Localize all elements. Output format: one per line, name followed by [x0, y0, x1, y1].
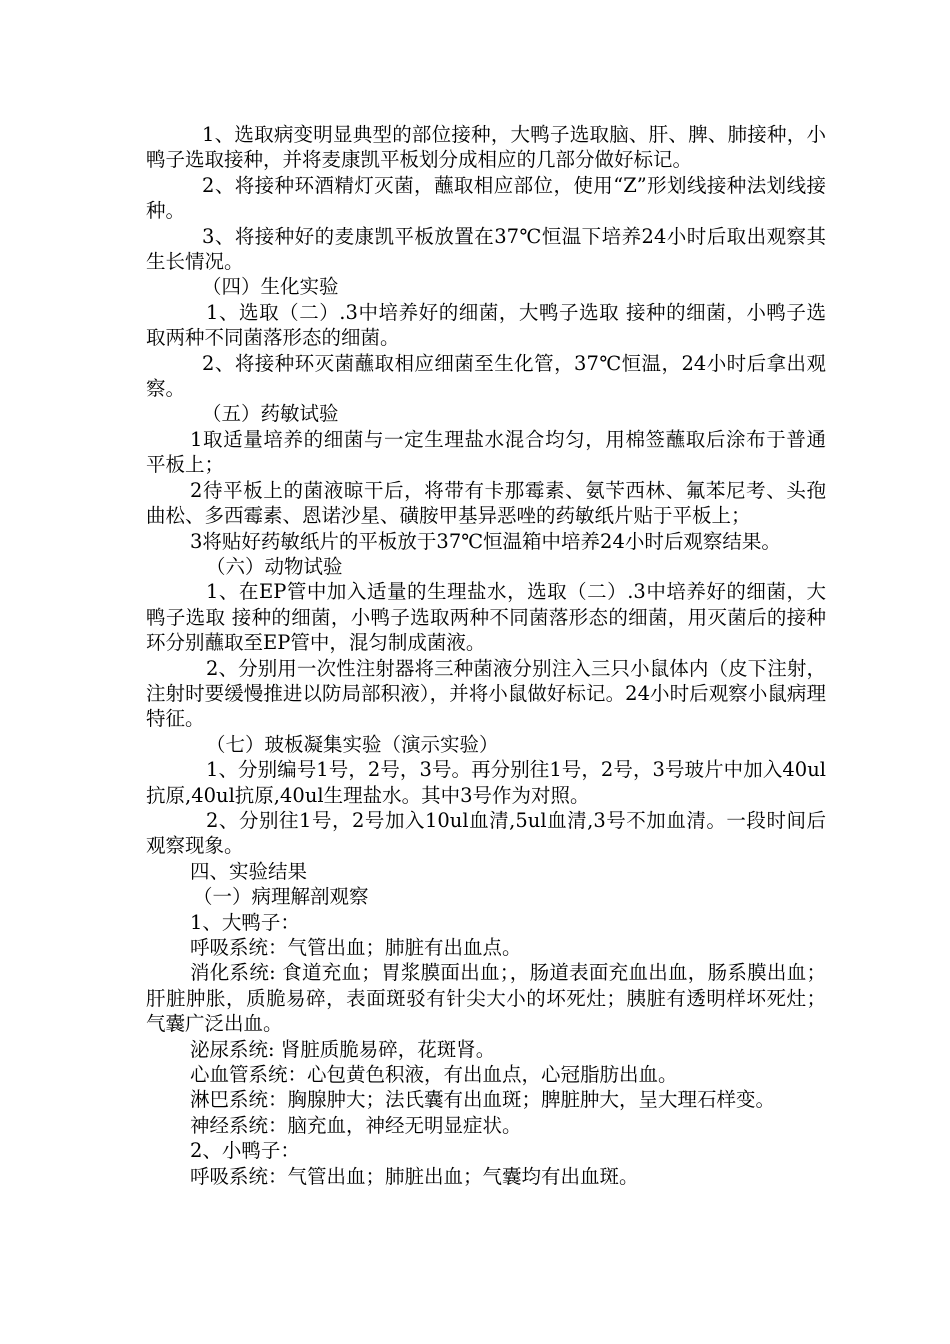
section-heading-slide-agglutination: （七）玻板凝集实验（演示实验） [206, 732, 499, 756]
paragraph-cardiovascular: 心血管系统：心包黄色积液，有出血点，心冠脂肪出血。 [190, 1063, 678, 1087]
subheading-big-duck: 1、大鸭子： [190, 910, 300, 934]
paragraph-drug-step-2: 2待平板上的菌液晾干后，将带有卡那霉素、氨苄西林、氟苯尼考、头孢曲松、多西霉素、恩诺沙星、磺胺甲基异恶唑的药敏纸片贴于平板上； [146, 478, 826, 528]
section-heading-animal-test: （六）动物试验 [206, 554, 343, 578]
section-heading-biochemical: （四）生化实验 [202, 275, 339, 299]
paragraph-step-1-inoculation: 1、选取病变明显典型的部位接种，大鸭子选取脑、肝、脾、肺接种，小鸭子选取接种，并将麦康凯平板划分成相应的几部分做好标记。 [146, 123, 826, 172]
paragraph-biochem-step-2: 2、将接种环灭菌蘸取相应细菌至生化管，37℃恒温，24小时后拿出观察。 [146, 351, 826, 401]
subheading-small-duck: 2、小鸭子： [190, 1139, 300, 1163]
paragraph-slide-step-1: 1、分别编号1号，2号，3号。再分别往1号，2号，3号玻片中加入40ul抗原,40ul抗原,40ul生理盐水。其中3号作为对照。 [146, 758, 826, 807]
paragraph-step-2-streak: 2、将接种环酒精灯灭菌，蘸取相应部位，使用“Z”形划线接种法划线接种。 [146, 173, 826, 223]
paragraph-step-3-incubate: 3、将接种好的麦康凯平板放置在37℃恒温下培养24小时后取出观察其生长情况。 [146, 224, 826, 274]
section-heading-drug-sensitivity: （五）药敏试验 [202, 402, 339, 426]
paragraph-drug-step-3: 3将贴好药敏纸片的平板放于37℃恒温箱中培养24小时后观察结果。 [190, 529, 781, 553]
paragraph-urinary: 泌尿系统: 肾脏质脆易碎，花斑肾。 [190, 1037, 496, 1061]
paragraph-digestive: 消化系统: 食道充血；胃浆膜面出血；，肠道表面充血出血，肠系膜出血；肝脏肿胀，质脆易碎，表面斑驳有针尖大小的坏死灶；胰脏有透明样坏死灶；气囊广泛出血。 [146, 961, 826, 1036]
paragraph-animal-step-2: 2、分别用一次性注射器将三种菌液分别注入三只小鼠体内（皮下注射，注射时要缓慢推进以防局部积液），并将小鼠做好标记。24小时后观察小鼠病理特征。 [146, 656, 826, 731]
paragraph-lymphatic: 淋巴系统：胸腺肿大；法氏囊有出血斑；脾脏肿大，呈大理石样变。 [190, 1088, 776, 1112]
paragraph-respiratory: 呼吸系统：气管出血；肺脏有出血点。 [190, 936, 522, 959]
section-heading-results: 四、实验结果 [190, 859, 308, 883]
paragraph-drug-step-1: 1取适量培养的细菌与一定生理盐水混合均匀，用棉签蘸取后涂布于普通平板上； [146, 427, 826, 477]
paragraph-respiratory-small: 呼吸系统：气管出血；肺脏出血；气囊均有出血斑。 [190, 1164, 639, 1188]
paragraph-slide-step-2: 2、分别往1号，2号加入10ul血清,5ul血清,3号不加血清。一段时间后观察现象。 [146, 808, 826, 858]
paragraph-animal-step-1: 1、在EP管中加入适量的生理盐水，选取（二）.3中培养好的细菌，大鸭子选取 接种的细菌，小鸭子选取两种不同菌落形态的细菌，用灭菌后的接种环分别蘸取至EP管中，混匀制成菌液。 [146, 580, 826, 655]
document-body [146, 122, 826, 1189]
paragraph-biochem-step-1: 1、选取（二）.3中培养好的细菌，大鸭子选取 接种的细菌，小鸭子选取两种不同菌落形态的细菌。 [146, 300, 826, 350]
paragraph-nervous: 神经系统：脑充血，神经无明显症状。 [190, 1113, 522, 1137]
section-heading-necropsy: （一）病理解剖观察 [193, 885, 369, 909]
